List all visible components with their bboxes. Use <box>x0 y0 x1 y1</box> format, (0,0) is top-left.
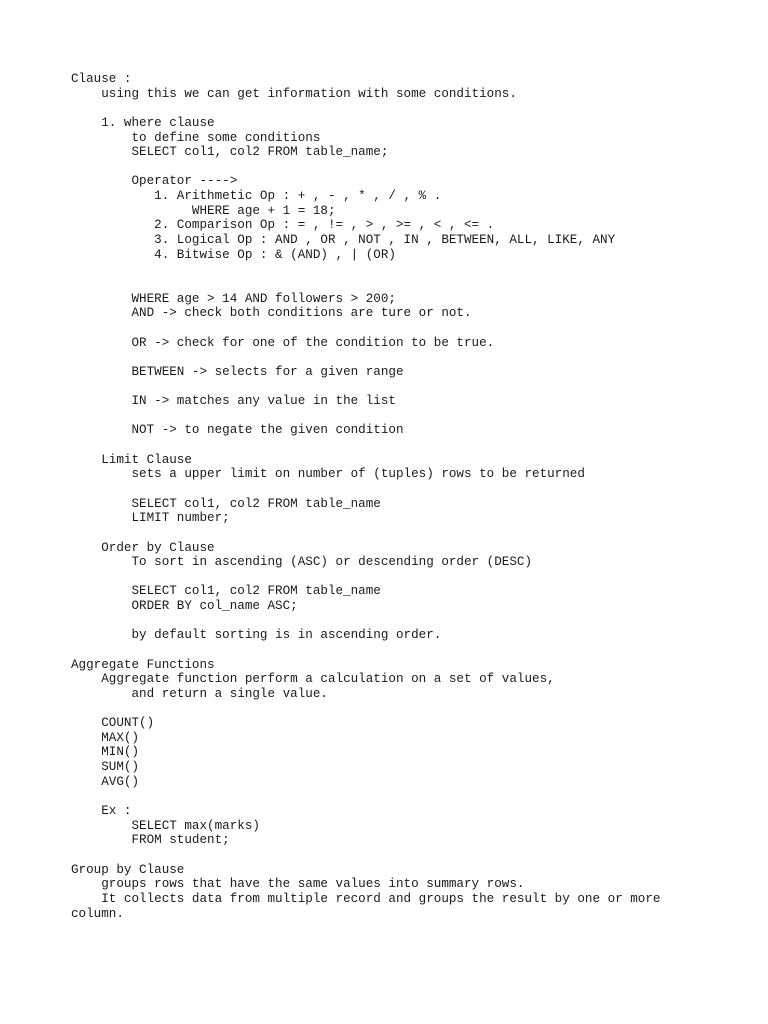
text-line: 1. Arithmetic Op : + , - , * , / , % . <box>71 189 442 204</box>
blank-line <box>71 848 751 863</box>
text-line: To sort in ascending (ASC) or descending order (DESC) <box>71 555 533 570</box>
text-line: WHERE age > 14 AND followers > 200; <box>71 291 396 306</box>
text-line: Clause : <box>71 72 132 86</box>
blank-line <box>71 702 751 717</box>
text-line: using this we can get information with some conditions. <box>71 86 517 101</box>
blank-line <box>71 789 751 804</box>
text-line: COUNT() <box>71 716 155 731</box>
text-line: SUM() <box>71 760 140 775</box>
text-line: Ex : <box>71 804 132 819</box>
blank-line <box>71 570 751 585</box>
blank-line <box>71 321 751 336</box>
blank-line <box>71 614 751 629</box>
text-line: MAX() <box>71 730 140 745</box>
blank-line <box>71 262 751 277</box>
text-line: MIN() <box>71 745 140 760</box>
text-line: LIMIT number; <box>71 511 230 526</box>
blank-line <box>71 526 751 541</box>
text-line: and return a single value. <box>71 686 328 701</box>
text-line: Order by Clause <box>71 540 215 555</box>
text-line: Operator ----> <box>71 174 238 189</box>
text-line: Aggregate function perform a calculation on a set of values, <box>71 672 555 687</box>
text-line: SELECT col1, col2 FROM table_name; <box>71 145 389 160</box>
text-line: 3. Logical Op : AND , OR , NOT , IN , BETWEEN, ALL, LIKE, ANY <box>71 233 616 248</box>
blank-line <box>71 482 751 497</box>
text-line: sets a upper limit on number of (tuples) rows to be returned <box>71 467 585 482</box>
text-line: 1. where clause <box>71 115 215 130</box>
blank-line <box>71 160 751 175</box>
blank-line <box>71 409 751 424</box>
text-line: It collects data from multiple record and groups the result by one or more <box>71 891 661 906</box>
blank-line <box>71 379 751 394</box>
text-line: OR -> check for one of the condition to be true. <box>71 335 495 350</box>
text-line: SELECT col1, col2 FROM table_name <box>71 496 381 511</box>
text-line: WHERE age + 1 = 18; <box>71 203 336 218</box>
text-line: IN -> matches any value in the list <box>71 394 396 409</box>
text-line: SELECT max(marks) <box>71 818 260 833</box>
blank-line <box>71 438 751 453</box>
text-line: to define some conditions <box>71 130 321 145</box>
text-line: ORDER BY col_name ASC; <box>71 599 298 614</box>
text-line: Group by Clause <box>71 862 185 877</box>
text-line: by default sorting is in ascending order. <box>71 628 442 643</box>
text-line: 4. Bitwise Op : & (AND) , | (OR) <box>71 247 396 262</box>
text-line: BETWEEN -> selects for a given range <box>71 364 404 379</box>
text-line: NOT -> to negate the given condition <box>71 423 404 438</box>
text-line: Limit Clause <box>71 452 192 467</box>
blank-line <box>71 350 751 365</box>
text-line: AVG() <box>71 774 140 789</box>
blank-line <box>71 101 751 116</box>
text-line: SELECT col1, col2 FROM table_name <box>71 584 381 599</box>
text-line: AND -> check both conditions are ture or not. <box>71 306 472 321</box>
text-line: column. <box>71 906 124 921</box>
blank-line <box>71 643 751 658</box>
document-body <box>71 72 751 921</box>
blank-line <box>71 277 751 292</box>
text-line: groups rows that have the same values into summary rows. <box>71 877 525 892</box>
text-line: Aggregate Functions <box>71 657 215 672</box>
text-line: 2. Comparison Op : = , != , > , >= , < , <= . <box>71 218 495 233</box>
text-line: FROM student; <box>71 833 230 848</box>
